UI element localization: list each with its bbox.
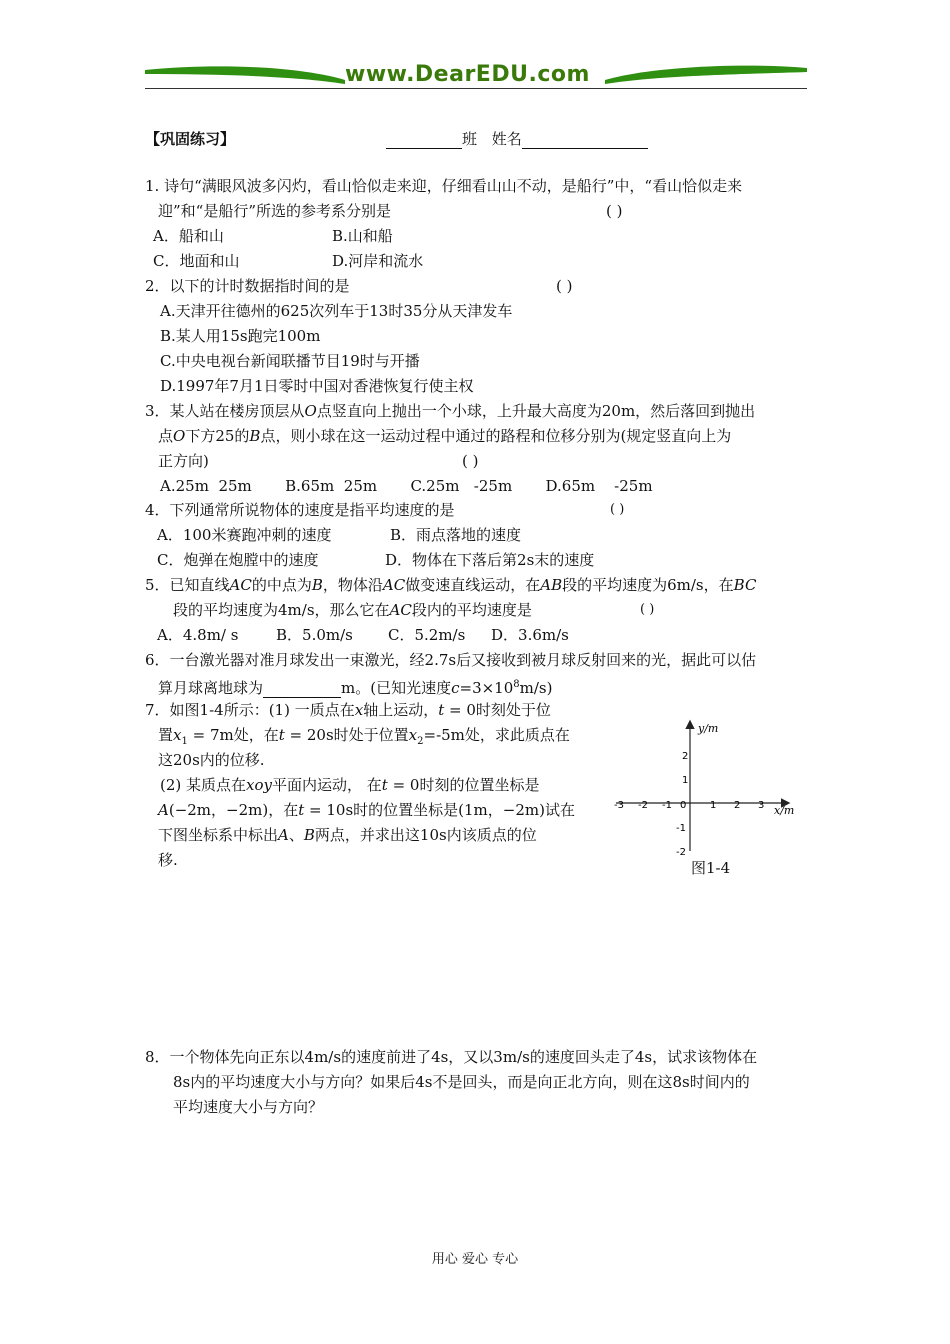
q4-paren: ( ) [610, 502, 625, 517]
section-title: 【巩固练习】 [145, 130, 236, 148]
q3-options: A.25m 25m B.65m 25m C.25m -25m D.65m -25m [160, 477, 653, 495]
q7-text: = 7m处，在 [187, 726, 279, 744]
y-tick-label: -2 [676, 847, 686, 856]
q2-option-c: C.中央电视台新闻联播节目19时与开播 [160, 352, 420, 370]
q7-subscript: 2 [417, 736, 424, 747]
q5-text: 做变速直线运动，在 [405, 576, 541, 594]
q5-segment-ab: AB [540, 576, 563, 594]
q7-text: = 10s时的位置坐标是(1m，−2m)试在 [304, 801, 575, 819]
coordinate-axes-figure [608, 716, 798, 856]
q7-var: t [438, 701, 445, 719]
q6-text: 算月球离地球为 [158, 679, 264, 697]
q7-var: x [354, 701, 364, 719]
q2-paren: ( ) [556, 277, 573, 295]
q7-text: =-5m处，求此质点在 [423, 726, 570, 744]
q3-paren: ( ) [462, 452, 479, 470]
q7-text: 平面内运动， 在 [272, 776, 382, 794]
q1-line2: 迎”和“是船行”所选的参考系分别是 [158, 202, 392, 220]
q8-line2: 8s内的平均速度大小与方向？如果后4s不是回头，而是向正北方向，则在这8s时间内的 [173, 1073, 750, 1091]
q3-line1 [145, 401, 755, 421]
q6-exponent: 8 [513, 679, 520, 690]
q2-option-b: B.某人用15s跑完100m [160, 327, 321, 345]
q6-text: m/s) [519, 679, 553, 697]
q7-subscript: 1 [181, 736, 188, 747]
q5-option-b: B．5.0m/s [276, 626, 353, 644]
figure-caption: 图1-4 [691, 859, 731, 877]
q7-var: t [278, 726, 285, 744]
q7-point-a: A [158, 801, 169, 819]
q5-text: 段的平均速度为4m/s，那么它在 [173, 601, 390, 619]
q7-var: xoy [246, 776, 272, 794]
x-tick-label: -2 [638, 800, 648, 811]
q3-text: 点 [158, 427, 174, 445]
class-name-field [386, 128, 648, 149]
q3-line3: 正方向) [158, 452, 209, 470]
q6-light-speed-symbol: c [451, 679, 460, 697]
q7-var: t [381, 776, 388, 794]
x-tick-label: -3 [614, 800, 624, 811]
q3-point-o: O [173, 427, 186, 445]
header-rule [145, 88, 807, 89]
q7-point-a: A [278, 826, 289, 844]
q7-text: (2) 某质点在 [160, 776, 247, 794]
q8-line3: 平均速度大小与方向？ [173, 1098, 324, 1116]
origin-label: 0 [680, 800, 687, 811]
q3-text: 3．某人站在楼房顶层从 [145, 402, 305, 420]
q7-line1 [145, 700, 551, 720]
q7-line6 [158, 825, 537, 845]
y-tick-label: 2 [682, 751, 689, 762]
q5-text: ，物体沿 [322, 576, 383, 594]
q7-var: t [298, 801, 305, 819]
q1-line1: 1. 诗句“满眼风波多闪灼，看山恰似走来迎，仔细看山山不动，是船行”中，“看山恰似走来 [145, 177, 743, 195]
q3-text: 点，则小球在这一运动过程中通过的路程和位移分别为(规定竖直向上为 [260, 427, 732, 445]
x-axis-label: x/m [774, 804, 795, 817]
q7-text: 下图坐标系中标出 [158, 826, 279, 844]
q6-line1: 6．一台激光器对准月球发出一束激光，经2.7s后又接收到被月球反射回来的光，据此可以估 [145, 651, 757, 669]
q7-text: = 0时刻处于位 [444, 701, 551, 719]
q2-option-d: D.1997年7月1日零时中国对香港恢复行使主权 [160, 377, 474, 395]
q7-text: 7．如图1-4所示：(1) 一质点在 [145, 701, 355, 719]
q4-option-a: A．100米赛跑冲刺的速度 [157, 526, 332, 544]
q1-option-c: C．地面和山 [153, 252, 240, 270]
x-tick-label: 1 [710, 800, 717, 811]
x-tick-label: -1 [662, 800, 672, 811]
class-blank [386, 132, 462, 149]
q5-line1 [145, 575, 756, 595]
q7-text: 两点，并求出这10s内该质点的位 [314, 826, 537, 844]
q6-line2 [158, 675, 552, 698]
q3-point-o: O [304, 402, 317, 420]
q1-option-d: D.河岸和流水 [332, 252, 424, 270]
q5-text: 段内的平均速度是 [411, 601, 532, 619]
q5-option-a: A．4.8m/ s [157, 626, 239, 644]
q3-text: 点竖直向上抛出一个小球，上升最大高度为20m，然后落回到抛出 [316, 402, 756, 420]
q7-var: x [173, 726, 182, 744]
q3-point-b: B [249, 427, 261, 445]
x-tick-label: 2 [734, 800, 741, 811]
y-axis-label: y/m [698, 722, 719, 735]
name-label: 姓名 [491, 130, 522, 148]
q5-text: 段的平均速度为6m/s，在 [562, 576, 734, 594]
q7-var: x [408, 726, 418, 744]
q7-text: 轴上运动， [363, 701, 439, 719]
q4-option-b: B．雨点落地的速度 [390, 526, 522, 544]
q5-option-d: D．3.6m/s [491, 626, 569, 644]
q7-line4 [160, 775, 539, 795]
q5-segment-ac: AC [229, 576, 252, 594]
q2-option-a: A.天津开往德州的625次列车于13时35分从天津发车 [160, 302, 513, 320]
x-tick-label: 3 [758, 800, 765, 811]
q5-text: 5．已知直线 [145, 576, 230, 594]
q5-text: 的中点为 [251, 576, 312, 594]
name-blank [522, 132, 648, 149]
y-tick-label: 1 [682, 775, 689, 786]
q5-line2 [173, 600, 532, 620]
q7-line2 [158, 725, 570, 752]
q6-text: m。(已知光速度 [341, 679, 452, 697]
q1-paren: ( ) [606, 202, 623, 220]
q7-text: 置 [158, 726, 174, 744]
q8-line1: 8．一个物体先向正东以4m/s的速度前进了4s，又以3m/s的速度回头走了4s，试求该物体在 [145, 1048, 758, 1066]
q7-text: (−2m，−2m)，在 [168, 801, 299, 819]
q4-option-d: D．物体在下落后第2s末的速度 [385, 551, 595, 569]
q7-line3: 这20s内的位移. [158, 751, 265, 769]
q7-point-b: B [303, 826, 315, 844]
class-label: 班 [462, 130, 478, 148]
q6-answer-blank [263, 681, 341, 698]
q7-text: = 20s时处于位置 [284, 726, 409, 744]
q7-text: = 0时刻的位置坐标是 [387, 776, 540, 794]
q5-option-c: C．5.2m/s [388, 626, 466, 644]
q1-option-a: A．船和山 [153, 227, 224, 245]
q5-segment-bc: BC [733, 576, 757, 594]
q4-stem: 4．下列通常所说物体的速度是指平均速度的是 [145, 501, 455, 519]
q4-option-c: C．炮弹在炮膛中的速度 [157, 551, 319, 569]
q7-line5 [158, 800, 575, 820]
header-logo-text: www.DearEDU.com [345, 62, 590, 87]
q5-segment-ac: AC [382, 576, 406, 594]
q7-text: 、 [288, 826, 304, 844]
q3-text: 下方25的 [185, 427, 250, 445]
footer-slogan: 用心 爱心 专心 [431, 1252, 519, 1267]
q5-point-b: B [311, 576, 323, 594]
q3-line2 [158, 426, 731, 446]
x-tick-marks [614, 800, 764, 811]
q6-text: =3×10 [459, 679, 514, 697]
y-tick-label: -1 [676, 823, 686, 834]
q5-paren: ( ) [640, 602, 655, 617]
q7-line7: 移. [158, 851, 178, 869]
q1-option-b: B.山和船 [332, 227, 393, 245]
q5-segment-ac: AC [389, 601, 412, 619]
q2-stem: 2．以下的计时数据指时间的是 [145, 277, 350, 295]
